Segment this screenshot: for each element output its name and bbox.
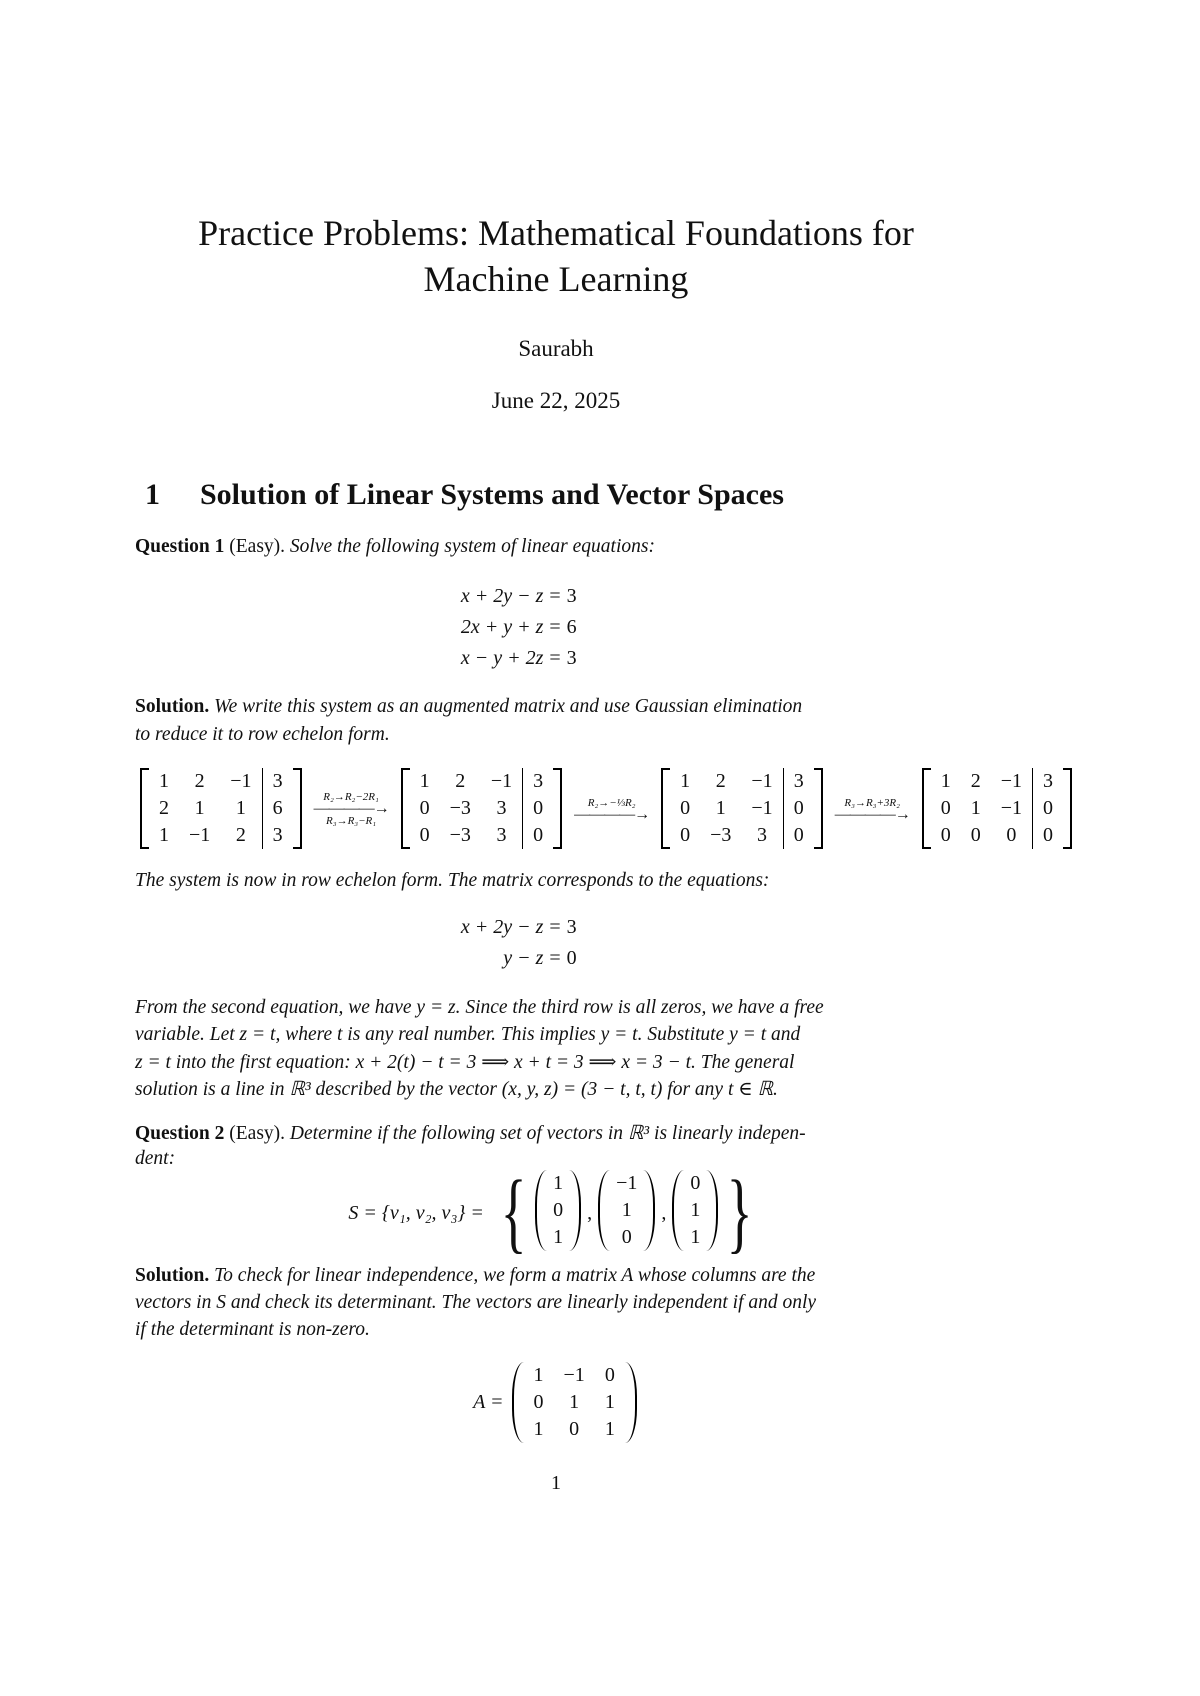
solution-text: We write this system as an augmented matrix and use Gaussian elimination bbox=[214, 696, 803, 717]
matrix-cell: 1 bbox=[604, 1391, 615, 1413]
matrix-a-lhs: A = bbox=[473, 1391, 504, 1413]
matrix-cell: −1 bbox=[751, 797, 773, 819]
matrix-cell: 1 bbox=[159, 824, 169, 846]
date: June 22, 2025 bbox=[491, 388, 621, 413]
matrix-cell: −3 bbox=[710, 824, 732, 846]
question-1 bbox=[135, 536, 995, 558]
matrix-table bbox=[670, 768, 814, 849]
matrix-cell: 0 bbox=[970, 824, 981, 846]
matrix-cell: 2 bbox=[235, 824, 246, 846]
equation-part: = bbox=[549, 916, 561, 938]
matrix-cell: 1 bbox=[715, 797, 726, 819]
matrix-row bbox=[931, 822, 1063, 849]
matrix bbox=[661, 768, 823, 849]
equation-part: 0 bbox=[566, 947, 577, 969]
vector bbox=[598, 1170, 655, 1257]
matrix-cell: 2 bbox=[159, 797, 169, 819]
matrix-cell: 0 bbox=[419, 797, 430, 819]
set-lhs: S = {v₁, v₂, v₃} = bbox=[348, 1201, 484, 1224]
matrix-cell: 3 bbox=[523, 768, 554, 795]
matrix-cell: 3 bbox=[783, 768, 814, 795]
matrix-table bbox=[684, 1170, 706, 1251]
equation-part: = bbox=[549, 616, 561, 638]
matrix-cell: 1 bbox=[235, 797, 246, 819]
left-bracket bbox=[401, 768, 410, 849]
matrix-cell: 0 bbox=[419, 824, 430, 846]
matrix-cell: 3 bbox=[496, 824, 507, 846]
matrix-table bbox=[931, 768, 1063, 849]
matrix-cell: 0 bbox=[523, 795, 554, 822]
matrix-cell: 3 bbox=[1032, 768, 1063, 795]
matrix-table bbox=[610, 1170, 643, 1251]
matrix-cell: 0 bbox=[680, 824, 691, 846]
matrix-cell: −3 bbox=[449, 797, 471, 819]
matrix-cell: 0 bbox=[783, 795, 814, 822]
matrix-row bbox=[931, 768, 1063, 795]
left-paren bbox=[512, 1362, 524, 1443]
matrix-cell: 0 bbox=[1006, 824, 1017, 846]
equation-part: 2x + y + z bbox=[460, 616, 544, 638]
matrix-cell: 2 bbox=[194, 770, 205, 792]
solution-line bbox=[135, 1265, 995, 1287]
matrix-row bbox=[547, 1197, 569, 1224]
matrix-row bbox=[410, 822, 554, 849]
matrix-cell: 0 bbox=[783, 822, 814, 849]
matrix-table bbox=[547, 1170, 569, 1251]
right-paren bbox=[706, 1170, 718, 1251]
equation-part: y − z bbox=[503, 947, 544, 969]
matrix-table bbox=[524, 1362, 625, 1443]
matrix-cell: 1 bbox=[621, 1198, 632, 1221]
matrix-row bbox=[610, 1224, 643, 1251]
reduced-equations bbox=[0, 916, 1110, 970]
matrix-cell: 1 bbox=[940, 770, 951, 792]
arrow-shaft: ――――→ bbox=[834, 805, 910, 823]
row-operation-arrow bbox=[314, 791, 389, 827]
section-title: Solution of Linear Systems and Vector Spaces bbox=[200, 478, 784, 511]
matrix-cell: −1 bbox=[563, 1364, 585, 1386]
equation-part: = bbox=[549, 947, 561, 969]
matrix-cell: 0 bbox=[1032, 795, 1063, 822]
matrix-row bbox=[931, 795, 1063, 822]
equation-part: = bbox=[549, 647, 561, 669]
row-op-top: R₃→R₃+3R₂ bbox=[844, 796, 900, 809]
arrow-shaft: ――――→ bbox=[574, 805, 650, 823]
right-bracket bbox=[293, 768, 302, 849]
question-2 bbox=[135, 1121, 995, 1145]
matrix-cell: −1 bbox=[230, 770, 252, 792]
matrix-row bbox=[670, 795, 814, 822]
column-vector bbox=[598, 1170, 655, 1251]
matrix-cell: 1 bbox=[553, 1225, 564, 1248]
matrix-cell: 1 bbox=[569, 1391, 580, 1413]
right-brace: } bbox=[727, 1163, 753, 1262]
solution-text: if the determinant is non-zero. bbox=[135, 1319, 370, 1340]
conclusion-line: z = t into the first equation: x + 2(t) − t = 3 ⟹ x + t = 3 ⟹ x = 3 − t. The general bbox=[135, 1052, 795, 1073]
row-operation-arrow bbox=[835, 797, 910, 821]
right-bracket bbox=[553, 768, 562, 849]
question-prompt: Determine if the following set of vectors in ℝ³ is linearly indepen- bbox=[289, 1123, 806, 1144]
column-vector bbox=[672, 1170, 718, 1251]
echelon-text: The system is now in row echelon form. The matrix corresponds to the equations: bbox=[135, 870, 770, 891]
right-bracket bbox=[814, 768, 823, 849]
matrix-cell: 0 bbox=[621, 1225, 632, 1248]
row-op-top: R₂→R₂−2R₁ bbox=[323, 790, 379, 803]
matrix-cell: 3 bbox=[262, 822, 293, 849]
matrix-cell: 1 bbox=[419, 770, 430, 792]
left-paren bbox=[535, 1170, 547, 1251]
doc-title-line-2: Machine Learning bbox=[423, 259, 689, 299]
matrix-cell: −1 bbox=[490, 770, 513, 792]
left-bracket bbox=[661, 768, 670, 849]
matrix-cell: 1 bbox=[194, 797, 205, 819]
matrix-cell: 0 bbox=[940, 824, 951, 846]
matrix-row bbox=[670, 768, 814, 795]
matrix bbox=[922, 768, 1072, 849]
equation-part: 3 bbox=[566, 647, 577, 669]
equation-part: x + 2y − z bbox=[460, 916, 544, 938]
difficulty: (Easy). bbox=[229, 536, 286, 557]
matrix-row bbox=[670, 822, 814, 849]
equation-part: = bbox=[549, 585, 561, 607]
row-op-top: R₂→−⅓R₂ bbox=[587, 796, 636, 809]
left-paren bbox=[672, 1170, 684, 1251]
matrix-cell: 1 bbox=[690, 1225, 701, 1248]
matrix-cell: −1 bbox=[1000, 797, 1022, 819]
question-label: Question 1 bbox=[135, 536, 225, 557]
matrix-row bbox=[547, 1224, 569, 1251]
equation-system bbox=[0, 585, 1110, 670]
section-heading bbox=[145, 478, 784, 512]
matrix-cell: −3 bbox=[449, 824, 471, 846]
matrix-cell: −1 bbox=[189, 824, 211, 846]
row-op-bottom: R₃→R₃−R₁ bbox=[326, 814, 377, 827]
page-number: 1 bbox=[551, 1472, 561, 1494]
matrix-cell: 1 bbox=[680, 770, 691, 792]
matrix-row bbox=[149, 822, 293, 849]
conclusion-line: variable. Let z = t, where t is any real number. This implies y = t. Substitute y = t and bbox=[135, 1024, 801, 1045]
matrix-table bbox=[149, 768, 293, 849]
vector bbox=[535, 1170, 581, 1257]
right-bracket bbox=[1063, 768, 1072, 849]
solution-text: to reduce it to row echelon form. bbox=[135, 724, 390, 745]
matrix bbox=[140, 768, 302, 849]
matrix-cell: 0 bbox=[690, 1171, 701, 1194]
matrix-cell: 0 bbox=[604, 1364, 615, 1386]
matrix-cell: −1 bbox=[616, 1171, 638, 1194]
matrix-cell: −1 bbox=[751, 770, 773, 792]
row-reduction-sequence bbox=[140, 768, 1072, 849]
matrix-cell: 0 bbox=[680, 797, 691, 819]
matrix-row bbox=[524, 1362, 625, 1389]
vector bbox=[672, 1170, 718, 1257]
solution-label: Solution. bbox=[135, 696, 210, 717]
matrix-row bbox=[610, 1197, 643, 1224]
matrix-cell: 1 bbox=[533, 1364, 544, 1386]
matrix-cell: 0 bbox=[940, 797, 951, 819]
matrix-cell: 3 bbox=[262, 768, 293, 795]
conclusion-line: solution is a line in ℝ³ described by the vector (x, y, z) = (3 − t, t, t) for any t ∈ ℝ. bbox=[135, 1079, 778, 1100]
matrix-row bbox=[149, 795, 293, 822]
matrix-cell: 2 bbox=[970, 770, 981, 792]
matrix-row bbox=[410, 795, 554, 822]
solution-label: Solution. bbox=[135, 1265, 210, 1286]
matrix bbox=[401, 768, 563, 849]
vector-set bbox=[0, 1163, 1110, 1262]
matrix-cell: 2 bbox=[455, 770, 466, 792]
left-paren bbox=[598, 1170, 610, 1251]
right-paren bbox=[643, 1170, 655, 1251]
matrix-row bbox=[684, 1224, 706, 1251]
equation-part: x − y + 2z bbox=[460, 647, 544, 669]
question-label: Question 2 bbox=[135, 1123, 225, 1144]
matrix-cell: 1 bbox=[604, 1418, 615, 1440]
right-paren bbox=[569, 1170, 581, 1251]
section-number: 1 bbox=[145, 478, 160, 511]
solution-text: vectors in S and check its determinant. The vectors are linearly independent if and only bbox=[135, 1292, 817, 1313]
row-operation-arrow bbox=[574, 797, 649, 821]
equation-part: 6 bbox=[566, 616, 577, 638]
left-brace: { bbox=[500, 1163, 527, 1262]
matrix-a-equation bbox=[0, 1362, 1110, 1443]
left-bracket bbox=[140, 768, 149, 849]
equation-part: 3 bbox=[566, 585, 577, 607]
question-prompt: dent: bbox=[135, 1148, 176, 1169]
doc-title-line-1: Practice Problems: Mathematical Foundations for bbox=[198, 213, 914, 253]
matrix-cell: 1 bbox=[533, 1418, 544, 1440]
matrix-cell: 0 bbox=[1032, 822, 1063, 849]
matrix-cell: 1 bbox=[553, 1171, 564, 1194]
solution-line bbox=[135, 696, 995, 718]
author: Saurabh bbox=[518, 336, 594, 361]
matrix-cell: 6 bbox=[262, 795, 293, 822]
matrix bbox=[512, 1362, 637, 1443]
matrix-row bbox=[684, 1197, 706, 1224]
right-paren bbox=[625, 1362, 637, 1443]
conclusion-line: From the second equation, we have y = z. Since the third row is all zeros, we have a free bbox=[135, 997, 824, 1018]
matrix-cell: 1 bbox=[690, 1198, 701, 1221]
matrix-table bbox=[410, 768, 554, 849]
equation-part: 3 bbox=[566, 916, 577, 938]
matrix-row bbox=[524, 1416, 625, 1443]
difficulty: (Easy). bbox=[229, 1123, 286, 1144]
matrix-row bbox=[610, 1170, 643, 1197]
comma: , bbox=[661, 1201, 667, 1224]
arrow-shaft: ――――→ bbox=[313, 799, 389, 817]
matrix-cell: 1 bbox=[970, 797, 981, 819]
matrix-cell: 0 bbox=[553, 1198, 564, 1221]
column-vector bbox=[535, 1170, 581, 1251]
matrix-cell: −1 bbox=[1000, 770, 1022, 792]
matrix-row bbox=[524, 1389, 625, 1416]
matrix-cell: 0 bbox=[533, 1391, 544, 1413]
matrix-cell: 0 bbox=[569, 1418, 580, 1440]
matrix-cell: 1 bbox=[159, 770, 169, 792]
matrix-cell: 3 bbox=[496, 797, 507, 819]
left-bracket bbox=[922, 768, 931, 849]
solution-text: To check for linear independence, we form a matrix A whose columns are the bbox=[214, 1265, 816, 1286]
matrix-cell: 2 bbox=[715, 770, 726, 792]
matrix-cell: 0 bbox=[523, 822, 554, 849]
matrix-row bbox=[684, 1170, 706, 1197]
equation-part: x + 2y − z bbox=[460, 585, 544, 607]
matrix-row bbox=[410, 768, 554, 795]
question-prompt: Solve the following system of linear equations: bbox=[289, 536, 655, 557]
comma: , bbox=[587, 1201, 593, 1224]
matrix-row bbox=[149, 768, 293, 795]
matrix-cell: 3 bbox=[757, 824, 768, 846]
matrix-row bbox=[547, 1170, 569, 1197]
